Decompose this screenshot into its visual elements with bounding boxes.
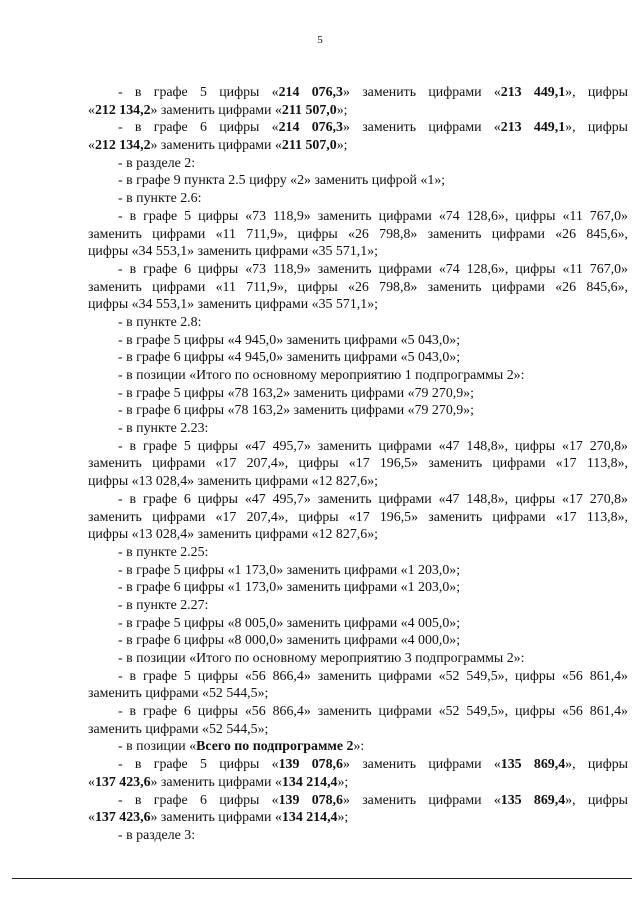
- text-segment: - в пункте 2.23:: [118, 421, 209, 437]
- text-segment: цифры «13 028,4» заменить цифрами «12 827,6»;: [88, 527, 378, 543]
- text-segment: », цифры: [565, 120, 628, 136]
- text-segment: - в графе 5 цифры «4 945,0» заменить цифрами «5 043,0»;: [118, 332, 461, 348]
- text-line: [88, 509, 628, 527]
- text-segment: » заменить цифрами «: [150, 138, 282, 154]
- bold-text: 134 214,4: [281, 810, 338, 826]
- text-line: [88, 827, 628, 845]
- text-segment: - в графе 6 цифры «1 173,0» заменить цифрами «1 203,0»;: [118, 580, 461, 596]
- bold-text: 214 076,3: [278, 120, 343, 136]
- text-segment: - в графе 5 цифры «8 005,0» заменить цифрами «4 005,0»;: [118, 615, 461, 631]
- text-segment: », цифры: [565, 792, 628, 808]
- text-line: [88, 579, 628, 597]
- text-segment: «: [88, 102, 95, 118]
- text-line: [88, 721, 628, 739]
- text-segment: - в графе 6 цифры «47 495,7» заменить цифрами «47 148,8», цифры «17 270,8»: [118, 491, 628, 507]
- text-segment: », цифры: [565, 757, 628, 773]
- text-segment: »;: [336, 138, 348, 154]
- text-line: [88, 84, 628, 102]
- text-line: [88, 102, 628, 120]
- bold-text: 139 078,6: [278, 757, 343, 773]
- text-line: [88, 473, 628, 491]
- page-bottom-rule: [12, 878, 632, 879]
- bold-text: 211 507,0: [281, 138, 337, 154]
- text-segment: заменить цифрами «11 711,9», цифры «26 798,8» заменить цифрами «26 845,6»,: [88, 279, 628, 295]
- text-segment: » заменить цифрами «: [150, 774, 282, 790]
- text-line: [88, 756, 628, 774]
- text-line: [88, 296, 628, 314]
- text-segment: - в графе 5 цифры «73 118,9» заменить цифрами «74 128,6», цифры «11 767,0»: [118, 208, 628, 224]
- text-segment: »;: [337, 810, 349, 826]
- text-line: [88, 243, 628, 261]
- bold-text: 137 423,6: [94, 810, 151, 826]
- text-segment: заменить цифрами «52 544,5»;: [88, 721, 269, 737]
- text-segment: - в графе 6 цифры «8 000,0» заменить цифрами «4 000,0»;: [118, 633, 461, 649]
- text-segment: заменить цифрами «11 711,9», цифры «26 798,8» заменить цифрами «26 845,6»,: [88, 226, 628, 242]
- text-segment: - в графе 6 цифры «: [118, 120, 279, 136]
- text-line: [88, 792, 628, 810]
- text-segment: - в разделе 2:: [118, 155, 196, 171]
- text-line: [88, 455, 628, 473]
- text-segment: «: [88, 774, 95, 790]
- text-line: [88, 650, 628, 668]
- text-line: [88, 137, 628, 155]
- bold-text: Всего по подпрограмме 2: [196, 739, 354, 755]
- text-line: [88, 332, 628, 350]
- text-segment: »:: [353, 739, 365, 755]
- text-segment: - в позиции «Итого по основному мероприятию 3 подпрограммы 2»:: [118, 651, 525, 666]
- text-segment: » заменить цифрами «: [150, 102, 282, 118]
- text-line: [88, 491, 628, 509]
- text-segment: - в графе 6 цифры «78 163,2» заменить цифрами «79 270,9»;: [118, 403, 474, 419]
- bold-text: 211 507,0: [281, 102, 337, 118]
- text-line: [88, 385, 628, 403]
- text-segment: «: [88, 138, 95, 154]
- bold-text: 212 134,2: [94, 102, 151, 118]
- text-segment: »;: [337, 774, 349, 790]
- text-segment: «: [88, 810, 95, 826]
- text-line: [88, 119, 628, 137]
- text-line: [88, 190, 628, 208]
- bold-text: 213 449,1: [500, 85, 566, 100]
- text-segment: - в графе 5 цифры «56 866,4» заменить цифрами «52 549,5», цифры «56 861,4»: [118, 668, 628, 684]
- text-segment: цифры «34 553,1» заменить цифрами «35 571,1»;: [88, 244, 378, 260]
- bold-text: 135 869,4: [500, 757, 566, 773]
- text-segment: - в графе 9 пункта 2.5 цифру «2» заменить цифрой «1»;: [118, 173, 446, 189]
- text-segment: - в позиции «Итого по основному мероприятию 1 подпрограммы 2»:: [118, 368, 525, 383]
- text-line: [88, 279, 628, 297]
- text-line: [88, 685, 628, 703]
- text-line: [88, 438, 628, 456]
- text-segment: - в графе 6 цифры «73 118,9» заменить цифрами «74 128,6», цифры «11 767,0»: [118, 261, 628, 277]
- text-line: [88, 809, 628, 827]
- text-segment: » заменить цифрами «: [342, 120, 501, 136]
- text-segment: - в графе 5 цифры «: [118, 757, 279, 773]
- text-segment: - в графе 5 цифры «1 173,0» заменить цифрами «1 203,0»;: [118, 562, 461, 578]
- text-line: [88, 738, 628, 756]
- bold-text: 213 449,1: [500, 120, 566, 136]
- text-line: [88, 261, 628, 279]
- text-line: [88, 402, 628, 420]
- bold-text: 214 076,3: [278, 85, 343, 100]
- text-line: [88, 420, 628, 438]
- text-line: [88, 155, 628, 173]
- text-segment: - в графе 5 цифры «: [118, 85, 279, 100]
- text-line: [88, 562, 628, 580]
- text-line: [88, 668, 628, 686]
- text-segment: - в пункте 2.6:: [118, 191, 202, 207]
- bold-text: 139 078,6: [278, 792, 343, 808]
- text-line: [88, 208, 628, 226]
- text-segment: заменить цифрами «17 207,4», цифры «17 196,5» заменить цифрами «17 113,8»,: [88, 509, 628, 525]
- bold-text: 135 869,4: [500, 792, 566, 808]
- text-segment: - в графе 6 цифры «4 945,0» заменить цифрами «5 043,0»;: [118, 350, 461, 366]
- text-segment: » заменить цифрами «: [150, 810, 282, 826]
- text-line: [88, 314, 628, 332]
- text-segment: заменить цифрами «17 207,4», цифры «17 196,5» заменить цифрами «17 113,8»,: [88, 456, 628, 472]
- text-segment: »;: [336, 102, 348, 118]
- text-segment: - в позиции «: [118, 739, 197, 755]
- text-segment: цифры «13 028,4» заменить цифрами «12 827,6»;: [88, 474, 378, 490]
- bold-text: 137 423,6: [94, 774, 151, 790]
- text-line: [88, 226, 628, 244]
- bold-text: 134 214,4: [281, 774, 338, 790]
- bold-text: 212 134,2: [94, 138, 151, 154]
- text-line: [88, 367, 628, 385]
- text-line: [88, 703, 628, 721]
- text-segment: - в графе 6 цифры «56 866,4» заменить цифрами «52 549,5», цифры «56 861,4»: [118, 704, 628, 720]
- text-line: [88, 349, 628, 367]
- text-line: [88, 615, 628, 633]
- text-segment: - в графе 5 цифры «47 495,7» заменить цифрами «47 148,8», цифры «17 270,8»: [118, 438, 628, 454]
- page-number: 5: [317, 34, 323, 46]
- text-line: [88, 632, 628, 650]
- text-line: [88, 774, 628, 792]
- text-segment: - в графе 5 цифры «78 163,2» заменить цифрами «79 270,9»;: [118, 385, 474, 401]
- text-segment: - в пункте 2.27:: [118, 597, 209, 613]
- text-segment: - в пункте 2.8:: [118, 314, 202, 330]
- text-segment: - в пункте 2.25:: [118, 544, 209, 560]
- text-segment: цифры «34 553,1» заменить цифрами «35 571,1»;: [88, 297, 378, 313]
- text-segment: заменить цифрами «52 544,5»;: [88, 686, 269, 702]
- text-line: [88, 597, 628, 615]
- text-segment: - в графе 6 цифры «: [118, 792, 279, 808]
- text-line: [88, 526, 628, 544]
- text-segment: » заменить цифрами «: [342, 85, 501, 100]
- text-line: [88, 544, 628, 562]
- text-segment: » заменить цифрами «: [342, 792, 501, 808]
- text-line: [88, 172, 628, 190]
- text-segment: - в разделе 3:: [118, 827, 196, 843]
- document-body: [88, 84, 628, 845]
- text-segment: » заменить цифрами «: [342, 757, 501, 773]
- text-segment: », цифры: [565, 85, 628, 100]
